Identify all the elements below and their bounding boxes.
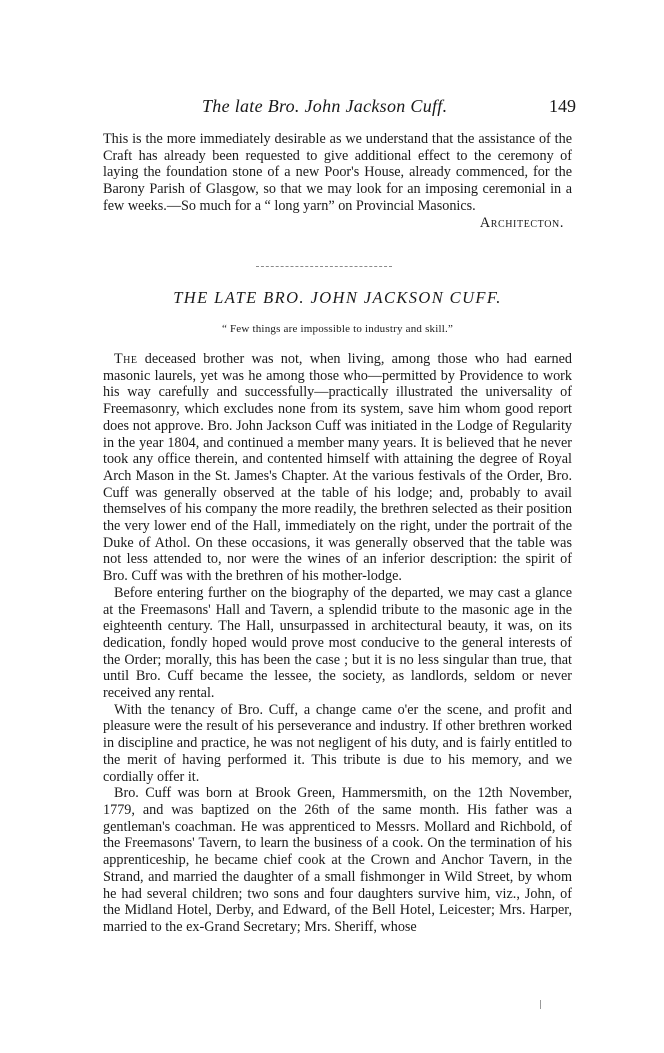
- opening-word: The: [114, 351, 138, 367]
- section-divider: [256, 266, 392, 267]
- article-title: THE LATE BRO. JOHN JACKSON CUFF.: [173, 288, 502, 307]
- body-paragraph-1-text: deceased brother was not, when living, among those who had earned masonic laurels, yet was he among those who—permitted by Providence to work his way carefully and successfully—practically illustrated the universality of Freemasonry, which excludes none from its system, save him whom good report does not approve. Bro. John Jackson Cuff was initiated in the Lodge of Regularity in the year 1804, and continued a member many years. It is believed that he never took any office therein, and contented himself with attaining the degree of Royal Arch Mason in the St. James's Chapter. At the various festivals of the Order, Bro. Cuff was generally observed at the table of his lodge; and, probably to avail themselves of his company the more readily, the brethren selected as their position the very lower end of the Hall, immediately on the right, under the portrait of the Duke of Athol. On these occasions, it was generally observed that the table was not less attended to, nor were the wines of an inferior description: the spirit of Bro. Cuff was with the brethren of his mother-lodge.: [103, 351, 572, 585]
- previous-article-ending: [103, 131, 572, 231]
- author-signature: Architecton.: [479, 214, 564, 231]
- body-paragraph-4: Bro. Cuff was born at Brook Green, Hammersmith, on the 12th November, 1779, and was baptized on the 26th of the same month. His father was a gentleman's coachman. He was apprenticed to Messrs. Mollard and Richbold, of the Freemasons' Tavern, to learn the business of a cook. On the termination of his apprenticeship, he became chief cook at the Crown and Anchor Tavern, in the Strand, and married the daughter of a small fishmonger in Wild Street, by whom he had several children; two sons and four daughters survive him, viz., John, of the Midland Hotel, Derby, and Edward, of the Bell Hotel, Leicester; Mrs. Harper, married to the ex-Grand Secretary; Mrs. Sheriff, whose: [103, 785, 572, 935]
- epigraph: “ Few things are impossible to industry and skill.”: [221, 323, 454, 335]
- body-paragraph-2: Before entering further on the biography of the departed, we may cast a glance at the Freemasons' Hall and Tavern, a splendid tribute to the masonic age in the eighteenth century. The Hall, unsurpassed in architectural beauty, it was, on its dedication, fondly hoped would prove most conducive to the general interests of the Order; morally, this has been the case ; but it is no less singular than true, that until Bro. Cuff became the lessee, the society, as landlords, seldom or never received any rental.: [103, 584, 572, 702]
- page-mark: [540, 1000, 541, 1009]
- previous-article-paragraph: This is the more immediately desirable as we understand that the assistance of the Craft has already been requested to give additional effect to the ceremony of laying the foundation stone of a new Poor's House, already commenced, for the Barony Parish of Glasgow, so that we may look for an imposing ceremonial in a few weeks.—So much for a “ long yarn” on Provincial Masonics.: [103, 131, 572, 214]
- running-title: The late Bro. John Jackson Cuff.: [202, 96, 448, 116]
- running-head: [100, 96, 580, 120]
- body-paragraph-3: With the tenancy of Bro. Cuff, a change came o'er the scene, and profit and pleasure were the result of his perseverance and industry. If other brethren worked in discipline and practice, he was not negligent of his duty, and is fairly entitled to the merit of having performed it. This tribute is due to his memory, and we cordially offer it.: [103, 701, 572, 785]
- article-body: [103, 351, 572, 936]
- body-paragraph-1: [103, 351, 572, 585]
- page-number: 149: [549, 96, 576, 116]
